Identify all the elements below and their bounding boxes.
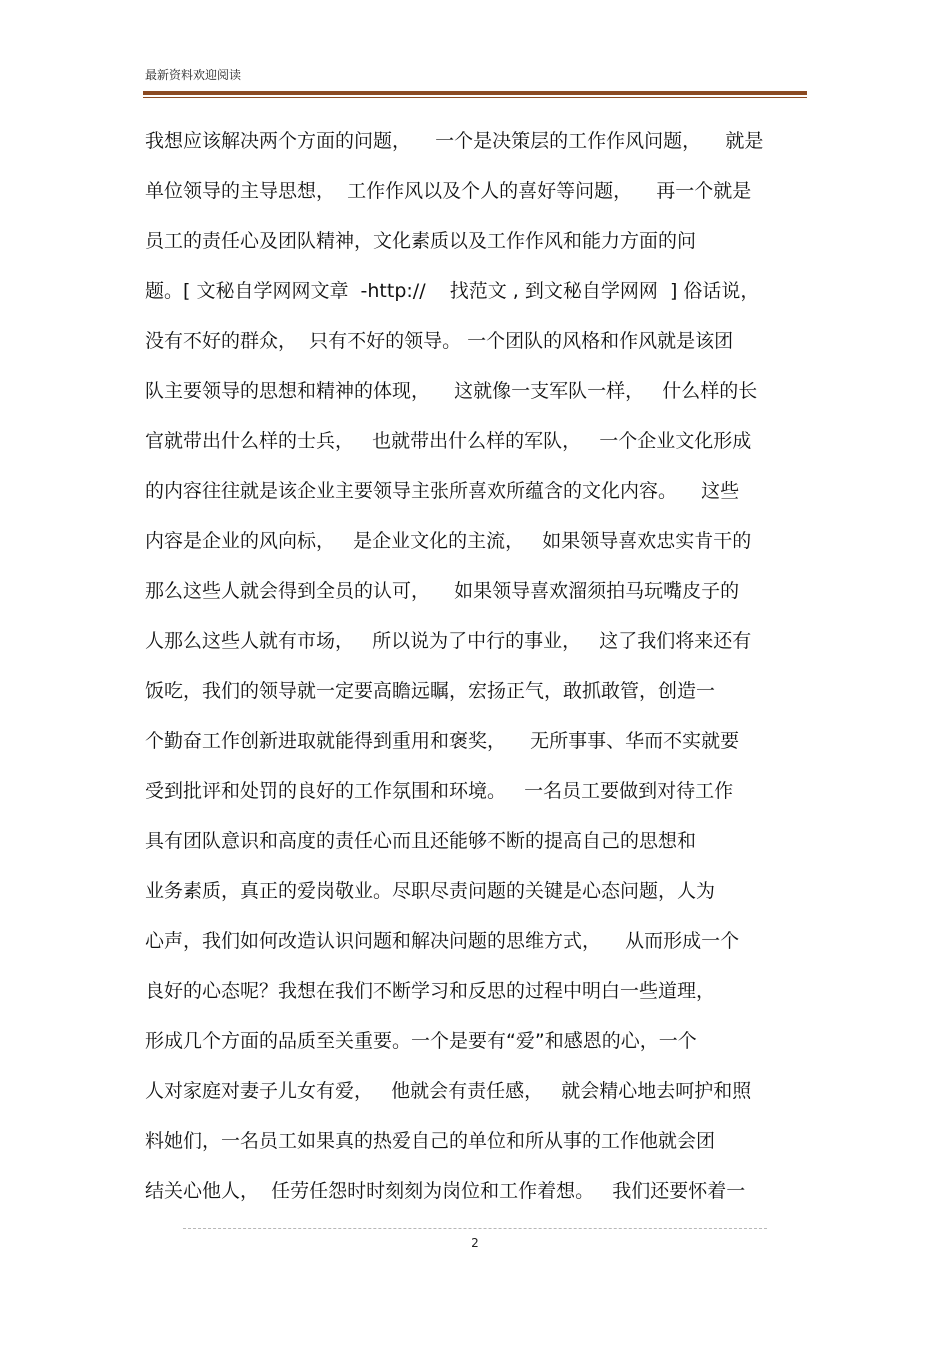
- text-line: 人对家庭对妻子儿女有爱， 他就会有责任感， 就会精心地去呵护和照: [145, 1080, 752, 1102]
- text-line: 心声，我们如何改造认识问题和解决问题的思维方式， 从而形成一个: [145, 930, 740, 952]
- header-rule-thin: [143, 97, 807, 98]
- text-line: 队主要领导的思想和精神的体现， 这就像一支军队一样， 什么样的长: [145, 380, 758, 402]
- text-line: 料她们，一名员工如果真的热爱自己的单位和所从事的工作他就会团: [145, 1130, 716, 1152]
- text-line: 没有不好的群众， 只有不好的领导。 一个团队的风格和作风就是该团: [145, 330, 734, 352]
- page-number: 2: [471, 1236, 479, 1250]
- text-line: 题。[ 文秘自学网网文章 -http:// 找范文 , 到文秘自学网网 ] 俗话说，: [145, 280, 760, 302]
- text-line: 人那么这些人就有市场， 所以说为了中行的事业， 这了我们将来还有: [145, 630, 752, 652]
- text-line: 受到批评和处罚的良好的工作氛围和环境。 一名员工要做到对待工作: [145, 780, 734, 802]
- text-line: 官就带出什么样的士兵， 也就带出什么样的军队， 一个企业文化形成: [145, 430, 752, 452]
- footer-rule: [183, 1228, 767, 1229]
- body-text: [145, 123, 810, 1223]
- text-line: 良好的心态呢？我想在我们不断学习和反思的过程中明白一些道理，: [145, 980, 716, 1002]
- text-line: 单位领导的主导思想， 工作作风以及个人的喜好等问题， 再一个就是: [145, 180, 752, 202]
- text-line: 形成几个方面的品质至关重要。一个是要有“爱”和感恩的心，一个: [145, 1030, 697, 1052]
- header-rule-thick: [143, 91, 807, 95]
- text-line: 我想应该解决两个方面的问题， 一个是决策层的工作作风问题， 就是: [145, 130, 764, 152]
- text-line: 那么这些人就会得到全员的认可， 如果领导喜欢溜须拍马玩嘴皮子的: [145, 580, 740, 602]
- text-line: 的内容往往就是该企业主要领导主张所喜欢所蕴含的文化内容。 这些: [145, 480, 740, 502]
- text-line: 业务素质，真正的爱岗敬业。尽职尽责问题的关键是心态问题，人为: [145, 880, 716, 902]
- text-line: 员工的责任心及团队精神，文化素质以及工作作风和能力方面的问: [145, 230, 697, 252]
- text-line: 饭吃，我们的领导就一定要高瞻远瞩，宏扬正气，敢抓敢管，创造一: [145, 680, 716, 702]
- text-line: 内容是企业的风向标， 是企业文化的主流， 如果领导喜欢忠实肯干的: [145, 530, 752, 552]
- header-title: 最新资料欢迎阅读: [145, 68, 242, 82]
- text-line: 个勤奋工作创新进取就能得到重用和褒奖， 无所事事、华而不实就要: [145, 730, 740, 752]
- text-line: 具有团队意识和高度的责任心而且还能够不断的提高自己的思想和: [145, 830, 697, 852]
- text-line: 结关心他人， 任劳任怨时时刻刻为岗位和工作着想。 我们还要怀着一: [145, 1180, 746, 1202]
